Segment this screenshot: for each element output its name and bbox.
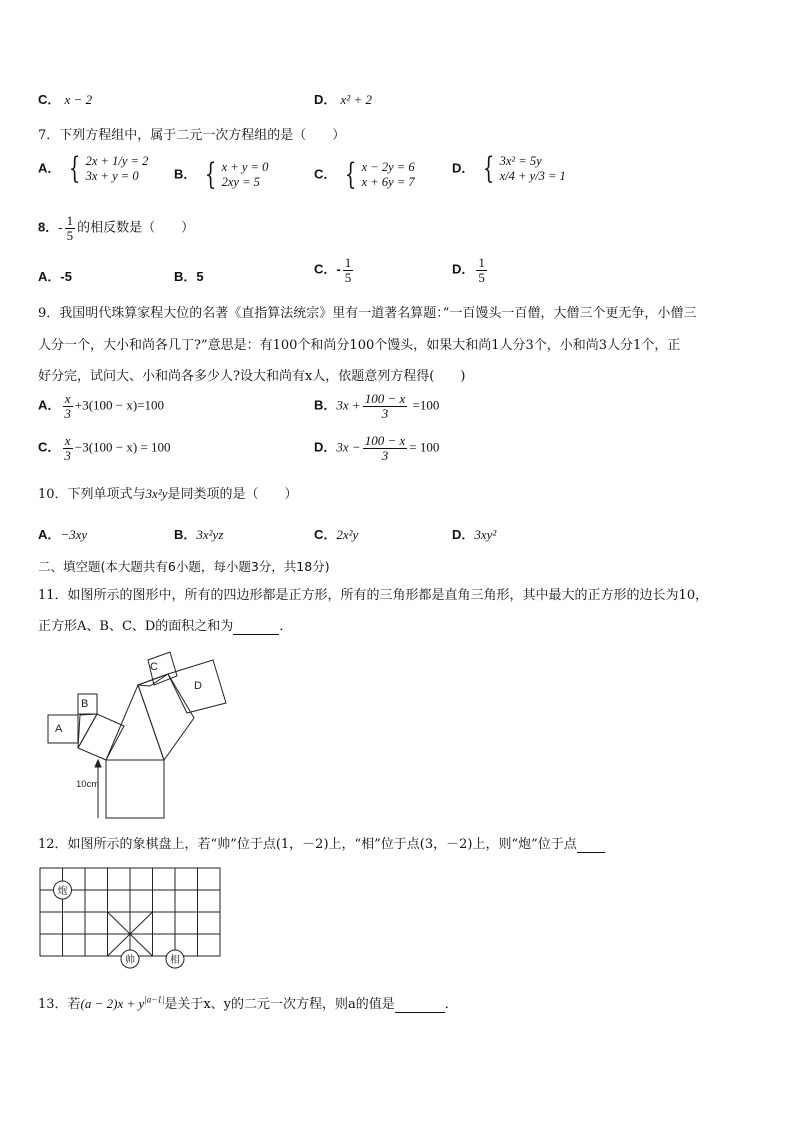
- frac-num: x: [64, 391, 71, 406]
- option-label: B．: [314, 397, 337, 413]
- exponent: |a−1|: [144, 994, 165, 1005]
- stem-text: 10．下列单项式与: [38, 487, 146, 502]
- label-a: A: [55, 723, 63, 735]
- fraction: [65, 214, 76, 242]
- frac-num: x: [64, 433, 71, 448]
- fraction: [476, 256, 487, 284]
- fraction: [62, 434, 73, 462]
- option-label: C．: [314, 166, 337, 182]
- left-square: [78, 714, 124, 760]
- q7-option-d: [452, 151, 566, 186]
- square-a: [48, 715, 78, 743]
- largest-square: [106, 760, 164, 818]
- q10-option-c: [314, 524, 358, 543]
- eq-row: 3x + y = 0: [85, 169, 139, 183]
- fraction: [343, 256, 354, 284]
- option-expr: x − 2: [64, 92, 93, 107]
- frac-den: 3: [381, 447, 389, 463]
- q10-option-a: [38, 524, 87, 543]
- frac-num: 1: [66, 213, 74, 228]
- option-label: C．: [38, 439, 61, 455]
- q6-option-d: [314, 89, 372, 108]
- answer-blank: [233, 619, 279, 635]
- q9-option-c: [38, 434, 171, 462]
- stem-expr: (a − 2)x + y: [80, 996, 145, 1011]
- label-c: C: [150, 661, 158, 673]
- fraction: [62, 392, 73, 420]
- frac-num: 100 − x: [364, 433, 406, 448]
- option-label: C．-: [314, 261, 341, 277]
- q8-stem: 8．- $\frac{1}{5}$ 的相反数是（ ）: [38, 213, 195, 243]
- small-triangle-left: [78, 714, 97, 748]
- q10-option-b: [174, 524, 223, 543]
- frac-den: 5: [66, 227, 74, 243]
- arrow-up: [95, 760, 101, 767]
- stem-text: 12．如图所示的象棋盘上，若“帅”位于点(1，－2)上，“相”位于点(3，－2)上，则“炮”位于点: [38, 837, 577, 852]
- option-label: D．: [452, 261, 475, 277]
- q8-option-d: [452, 256, 489, 284]
- option-label: B．: [174, 527, 197, 542]
- stem-text: 的相反数是（ ）: [77, 220, 195, 236]
- piece-xiang-label: 相: [170, 955, 180, 966]
- q6-option-c: [38, 89, 92, 108]
- pythagoras-tree-figure: [40, 648, 240, 824]
- q9-line-2: 人分一个，大小和尚各几丁?”意思是：有100个和尚分100个馒头，如果大和尚1人分3个，小和尚3人分1个，正: [38, 338, 681, 353]
- right-triangle: [106, 685, 164, 760]
- option-expr: x² + 2: [340, 92, 372, 107]
- eq-row: x/4 + y/3 = 1: [499, 169, 566, 183]
- option-label: D．: [314, 92, 337, 107]
- q9-line-1: 9．我国明代珠算家程大位的名著《直指算法统宗》里有一道著名算题：”一百馒头一百僧，大僧三个更无争，小僧三: [38, 306, 697, 321]
- frac-den: 3: [64, 405, 71, 421]
- option-label: C．: [314, 527, 337, 542]
- option-label: C．: [38, 92, 61, 107]
- equation-system: { 3x² = 5y x/4 + y/3 = 1: [482, 151, 566, 186]
- q10-option-d: [452, 524, 496, 543]
- eq-row: 3x² = 5y: [499, 154, 542, 168]
- answer-blank: [577, 837, 605, 853]
- stem-expr: 3x²y: [145, 486, 168, 501]
- frac-den: 5: [478, 269, 485, 285]
- stem-text: 是同类项的是（ ）: [167, 487, 298, 502]
- answer-blank: [395, 997, 445, 1013]
- q7-stem: 7．下列方程组中，属于二元一次方程组的是（ ）: [38, 128, 346, 143]
- q9-option-d: [314, 434, 439, 462]
- option-expr: 2x²y: [336, 527, 359, 542]
- stem-text: 是关于x、y的二元一次方程，则a的值是: [164, 997, 395, 1012]
- stem-text: ．: [279, 619, 293, 634]
- eq-row: x − 2y = 6: [361, 160, 415, 174]
- stem-text: 正方形A、B、C、D的面积之和为: [38, 619, 234, 634]
- eq-row: x + 6y = 7: [361, 175, 415, 189]
- upper-square: [138, 674, 194, 760]
- frac-num: 1: [478, 255, 485, 270]
- question-number: 8．: [38, 219, 59, 235]
- option-label: D．: [452, 160, 475, 176]
- frac-num: 100 − x: [364, 391, 406, 406]
- q7-option-b: [174, 157, 269, 192]
- eq-row: 2xy = 5: [221, 175, 260, 189]
- length-label: 10cm: [76, 779, 100, 790]
- frac-num: 1: [344, 255, 352, 270]
- q12-stem: [38, 833, 605, 853]
- option-label: D．: [452, 527, 475, 542]
- q7-option-a: [38, 151, 149, 186]
- q9-option-a: [38, 392, 164, 420]
- stem-text: ．: [444, 997, 458, 1012]
- section-heading: 二、填空题(本大题共有6小题，每小题3分，共18分): [38, 559, 330, 574]
- option-expr: 3xy²: [474, 527, 497, 542]
- q8-option-b: B．5: [174, 269, 204, 284]
- q13-stem: [38, 993, 458, 1013]
- option-expr: −3xy: [60, 527, 88, 542]
- chess-board-figure: [38, 866, 222, 970]
- option-expr: =100: [409, 397, 440, 413]
- option-expr: +3(100 − x)=100: [74, 397, 165, 413]
- option-expr: = 100: [409, 439, 440, 455]
- stem-text: 13．若: [38, 997, 81, 1012]
- piece-shuai-label: 帅: [125, 955, 135, 966]
- q9-option-b: [314, 392, 439, 420]
- frac-den: 3: [381, 405, 389, 421]
- eq-row: 2x + 1/y = 2: [85, 154, 149, 168]
- option-label: A．: [38, 397, 61, 413]
- equation-system: { x − 2y = 6 x + 6y = 7: [344, 157, 415, 192]
- option-label: A．: [38, 527, 61, 542]
- option-expr: −3(100 − x) = 100: [74, 439, 171, 455]
- eq-row: x + y = 0: [221, 160, 269, 174]
- label-b: B: [81, 698, 89, 710]
- equation-system: { 2x + 1/y = 2 3x + y = 0: [68, 151, 149, 186]
- frac-den: 5: [344, 269, 352, 285]
- option-label: B．: [174, 166, 197, 182]
- equation-system: { x + y = 0 2xy = 5: [204, 157, 269, 192]
- q8-option-a: A．-5: [38, 269, 72, 284]
- q11-line-1: 11．如图所示的图形中，所有的四边形都是正方形，所有的三角形都是直角三角形，其中最大的正方形的边长为10，: [38, 588, 709, 603]
- piece-pao-label: 炮: [57, 886, 68, 897]
- option-expr: 3x²yz: [196, 527, 224, 542]
- q7-option-c: [314, 157, 415, 192]
- option-expr: 3x −: [336, 439, 361, 455]
- q8-option-c: [314, 256, 355, 284]
- fraction: [363, 392, 408, 420]
- option-label: D．: [314, 439, 337, 455]
- q9-line-3: 好分完，试问大、小和尚各多少人?设大和尚有x人，依题意列方程得( ): [38, 369, 466, 384]
- label-d: D: [194, 680, 202, 692]
- option-expr: 3x +: [336, 397, 361, 413]
- q11-line-2: [38, 615, 292, 635]
- fraction: [363, 434, 408, 462]
- q10-stem: [38, 483, 298, 502]
- option-label: A．: [38, 160, 61, 176]
- frac-den: 3: [64, 447, 71, 463]
